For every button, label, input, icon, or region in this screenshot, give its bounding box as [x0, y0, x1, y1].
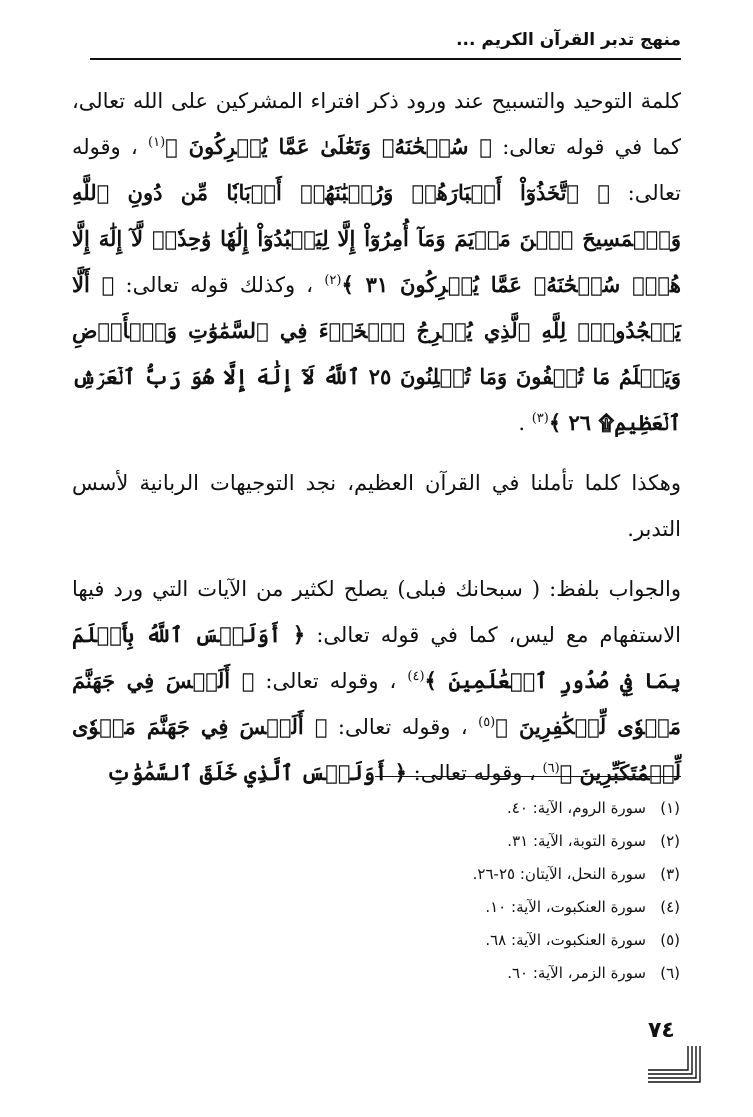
footnote-ref: (٥): [478, 715, 496, 730]
footnote-ref: (٢): [324, 273, 342, 288]
paragraph: [72, 460, 681, 552]
quran-verse: ﴿ سُبۡحَٰنَهُۥ وَتَعَٰلَىٰ عَمَّا يُشۡرِكُونَ ﴾: [165, 134, 492, 159]
footnote-text: سورة الروم، الآية: ٤٠.: [506, 799, 646, 817]
body-text-run: وهكذا كلما تأملنا في القرآن العظيم، نجد التوجيهات الربانية لأسس التدبر.: [72, 471, 681, 541]
body-text-run: ، وقوله تعالى:: [254, 669, 408, 693]
quran-verse: ﴿ أَلَيۡسَ فِي جَهَنَّمَ مَثۡوٗى لِّلۡكَٰفِرِينَ ﴾: [72, 668, 682, 739]
footnote-number: (٣): [660, 865, 680, 883]
header-rule: [90, 58, 681, 60]
footnote-item: [200, 792, 680, 825]
main-text: [72, 78, 681, 810]
quran-verse: ﴿ ٱتَّخَذُوٓاْ أَحۡبَارَهُمۡ وَرُهۡبَٰنَهُمۡ أَرۡبَابٗا مِّن دُونِ ٱللَّهِ وَٱلۡمَسِيحَ ٱبۡنَ مَرۡيَمَ وَمَآ أُمِرُوٓاْ إِلَّا لِيَعۡبُدُوٓاْ إِلَٰهٗا وَٰحِدٗاۖ لَّآ إِلَٰهَ إِلَّا هُوَۚ سُبۡحَٰنَهُۥ عَمَّا يُشۡرِكُونَ ٣١ ﴾: [72, 180, 682, 297]
footnote-ref: (٦): [542, 761, 560, 776]
quran-verse: ﴿ أَلَيۡسَ فِي جَهَنَّمَ مَثۡوٗى لِّلۡمُتَكَبِّرِينَ ﴾: [72, 714, 681, 785]
body-text-run: ، وقوله تعالى:: [406, 761, 543, 785]
body-text-run: ، وكذلك قوله تعالى:: [114, 273, 325, 297]
footnote-number: (٢): [660, 832, 680, 850]
footnote-item: [200, 858, 680, 891]
footnote-number: (٥): [660, 931, 680, 949]
footnote-text: سورة التوبة، الآية: ٣١.: [507, 832, 646, 850]
footnote-number: (٦): [660, 964, 680, 982]
footnote-text: سورة الزمر، الآية: ٦٠.: [507, 964, 646, 982]
body-text-run: ، وقوله تعالى:: [327, 715, 479, 739]
footnote-item: [200, 924, 680, 957]
body-text-run: كلمة التوحيد والتسبيح عند ورود ذكر افتراء المشركين على الله تعالى، كما في قوله تعالى:: [72, 89, 681, 159]
footnote-text: سورة العنكبوت، الآية: ١٠.: [485, 898, 646, 916]
footnote-ref: (١): [148, 135, 166, 150]
body-text-run: ، وقوله تعالى:: [72, 135, 682, 205]
running-head: منهج تدبر القرآن الكريم ...: [456, 30, 681, 50]
footnote-number: (٤): [660, 898, 680, 916]
quran-verse: ﴿ أَوَلَيۡسَ ٱللَّهُ بِأَعۡلَمَ بِمَا فِي صُدُورِ ٱلۡعَٰلَمِينَ ﴾: [72, 622, 682, 693]
page-number: ٧٤: [648, 1018, 675, 1043]
footnote-item: [200, 891, 680, 924]
footnote-number: (١): [660, 799, 680, 817]
footnote-text: سورة العنكبوت، الآية: ٦٨.: [485, 931, 646, 949]
quran-verse: ﴿ أَوَلَيۡسَ ٱلَّذِي خَلَقَ ٱلسَّمَٰوَٰتِ: [106, 760, 407, 785]
body-text-run: والجواب بلفظ: ( سبحانك فبلى) يصلح لكثير من الآيات التي ورد فيها الاستفهام مع ليس، كما في قوله تعالى:: [72, 577, 682, 647]
body-text-run: .: [518, 411, 532, 435]
footnote-rule: [375, 776, 681, 777]
paragraph: [72, 566, 681, 796]
footnotes: [200, 792, 680, 990]
footnote-text: سورة النحل، الآيتان: ٢٥-٢٦.: [472, 865, 646, 883]
paragraph: [72, 78, 681, 446]
footnote-ref: (٤): [407, 669, 425, 684]
quran-verse: ﴿ أَلَّا يَسۡجُدُواْۤ لِلَّهِ ٱلَّذِي يُخۡرِجُ ٱلۡخَبۡءَ فِي ٱلسَّمَٰوَٰتِ وَٱلۡأَرۡضِ وَيَعۡلَمُ مَا تُخۡفُونَ وَمَا تُعۡلِنُونَ ٢٥ ٱللَّهُ لَآ إِلَٰهَ إِلَّا هُوَ رَبُّ ٱلۡعَرۡشِ ٱلۡعَظِيمِ۩ ٢٦ ﴾: [72, 272, 681, 435]
footnote-ref: (٣): [531, 411, 549, 426]
footnote-item: [200, 957, 680, 990]
footnote-item: [200, 825, 680, 858]
corner-ornament-icon: [646, 1044, 704, 1086]
